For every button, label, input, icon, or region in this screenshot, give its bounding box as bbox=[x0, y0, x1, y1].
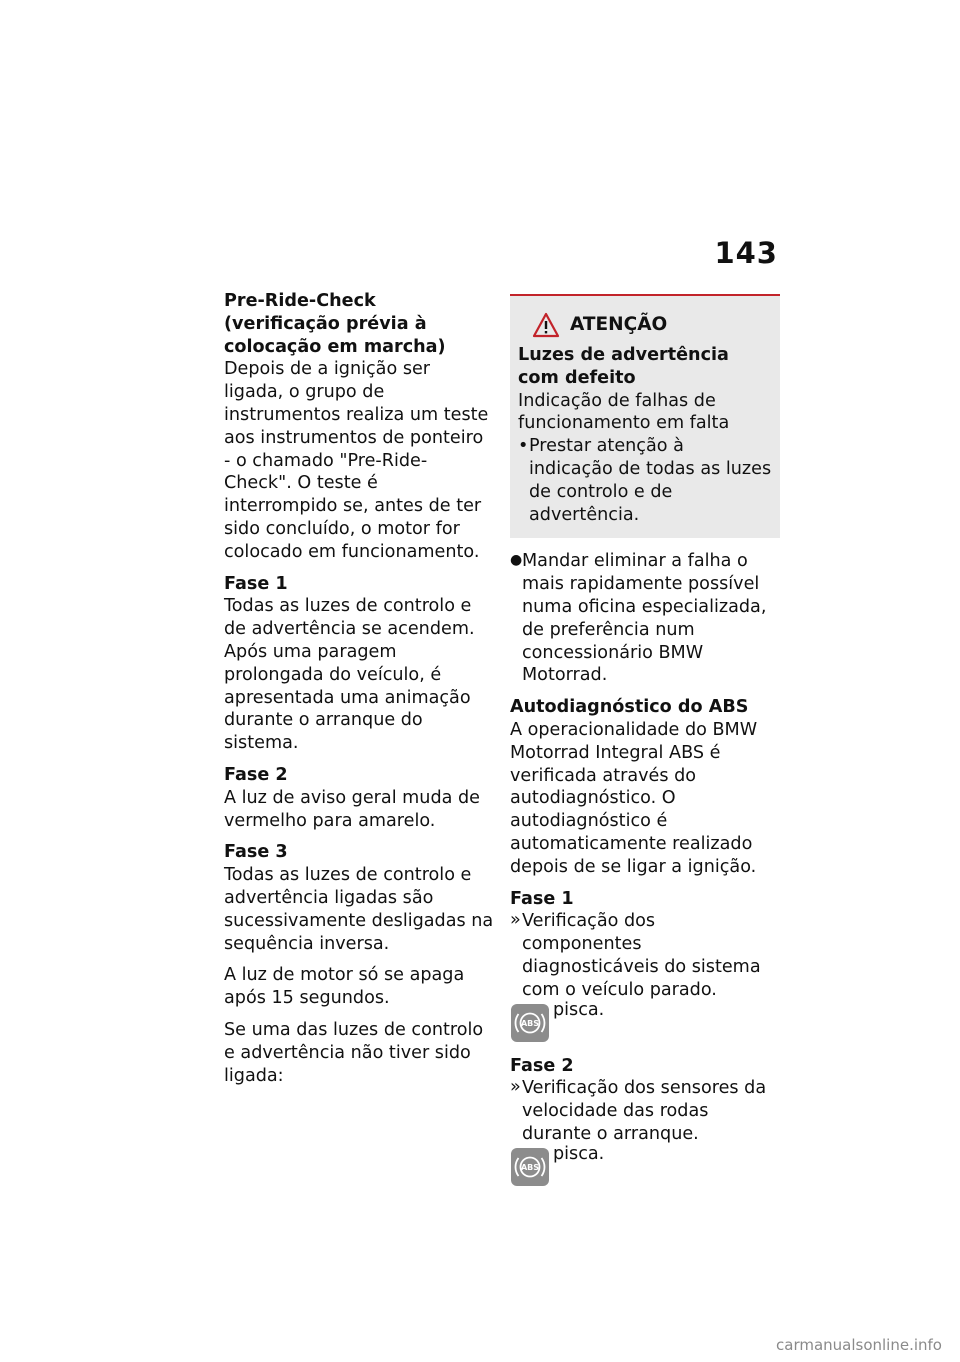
section-title-pre-ride-check: Pre-Ride-Check (verificação prévia à colocação em marcha) bbox=[224, 291, 446, 357]
abs-warning-light-icon bbox=[510, 1147, 550, 1187]
abs-fase2-status-text: pisca. bbox=[553, 1143, 605, 1164]
step-arrow-icon: » bbox=[510, 1077, 521, 1098]
abs-fase2-step-text: Verificação dos sensores da velocidade das rodas durante o arranque. bbox=[522, 1078, 767, 1144]
abs-fase1-step-text: Verificação dos componentes diagnosticáveis do sistema com o veículo parado. bbox=[522, 911, 761, 1000]
fase3-body: Todas as luzes de controlo e advertência ligadas são sucessivamente desligadas na sequência inversa. bbox=[224, 865, 494, 954]
fase1-title: Fase 1 bbox=[224, 573, 288, 594]
warning-bullet bbox=[518, 435, 772, 526]
fase2-body: A luz de aviso geral muda de vermelho para amarelo. bbox=[224, 787, 480, 831]
abs-fase1-title: Fase 1 bbox=[510, 888, 574, 909]
abs-icon-label: ABS bbox=[520, 1162, 540, 1172]
section-body-pre-ride-check: Depois de a ignição ser ligada, o grupo de instrumentos realiza um teste aos instrumentos de ponteiro - o chamado "Pre-Ride-Check". O teste é interrompido se, antes de ter sido concluído, o motor for colocado em funcionamento. bbox=[224, 359, 489, 562]
abs-fase2-step bbox=[510, 1077, 780, 1145]
abs-fase1-status-text: pisca. bbox=[553, 999, 605, 1020]
abs-title: Autodiagnóstico do ABS bbox=[510, 697, 749, 718]
action-item bbox=[510, 550, 780, 687]
warning-header bbox=[518, 312, 772, 338]
warning-bullet-text: Prestar atenção à indicação de todas as luzes de controlo e de advertência. bbox=[529, 436, 772, 525]
left-column bbox=[224, 290, 494, 1096]
warning-subtitle: Luzes de advertência com defeito bbox=[518, 345, 729, 388]
abs-fase1-step bbox=[510, 910, 780, 1001]
abs-fase2-title: Fase 2 bbox=[510, 1055, 574, 1076]
right-column bbox=[510, 294, 780, 1199]
warning-box bbox=[510, 294, 780, 538]
fase1-body-2: Após uma paragem prolongada do veículo, é apresentada uma animação durante o arranque do sistema. bbox=[224, 641, 471, 754]
step-arrow-icon: » bbox=[510, 910, 521, 931]
fase3-title: Fase 3 bbox=[224, 842, 288, 863]
if-not-lit-paragraph: Se uma das luzes de controlo e advertência não tiver sido ligada: bbox=[224, 1019, 484, 1086]
fase1-body-1: Todas as luzes de controlo e de advertência se acendem. bbox=[224, 596, 475, 640]
warning-triangle-icon bbox=[532, 312, 560, 338]
action-item-text: Mandar eliminar a falha o mais rapidamente possível numa oficina especializada, de preferência num concessionário BMW Motorrad. bbox=[522, 551, 767, 686]
abs-warning-light-icon bbox=[510, 1003, 550, 1043]
filled-circle-icon: ● bbox=[510, 552, 523, 569]
bullet-icon: • bbox=[518, 436, 529, 457]
warning-body: Indicação de falhas de funcionamento em falta bbox=[518, 390, 730, 434]
page-number: 143 bbox=[714, 236, 778, 270]
engine-light-paragraph: A luz de motor só se apaga após 15 segundos. bbox=[224, 965, 465, 1009]
warning-title: ATENÇÃO bbox=[570, 313, 668, 335]
abs-icon-label: ABS bbox=[520, 1018, 540, 1028]
abs-fase1-status bbox=[510, 999, 780, 1043]
abs-fase2-status bbox=[510, 1143, 780, 1187]
abs-body: A operacionalidade do BMW Motorrad Integral ABS é verificada através do autodiagnóstico. O autodiagnóstico é automaticamente realizado depois de se ligar a ignição. bbox=[510, 719, 758, 877]
fase2-title: Fase 2 bbox=[224, 764, 288, 785]
watermark[interactable]: carmanualsonline.info bbox=[776, 1336, 942, 1354]
